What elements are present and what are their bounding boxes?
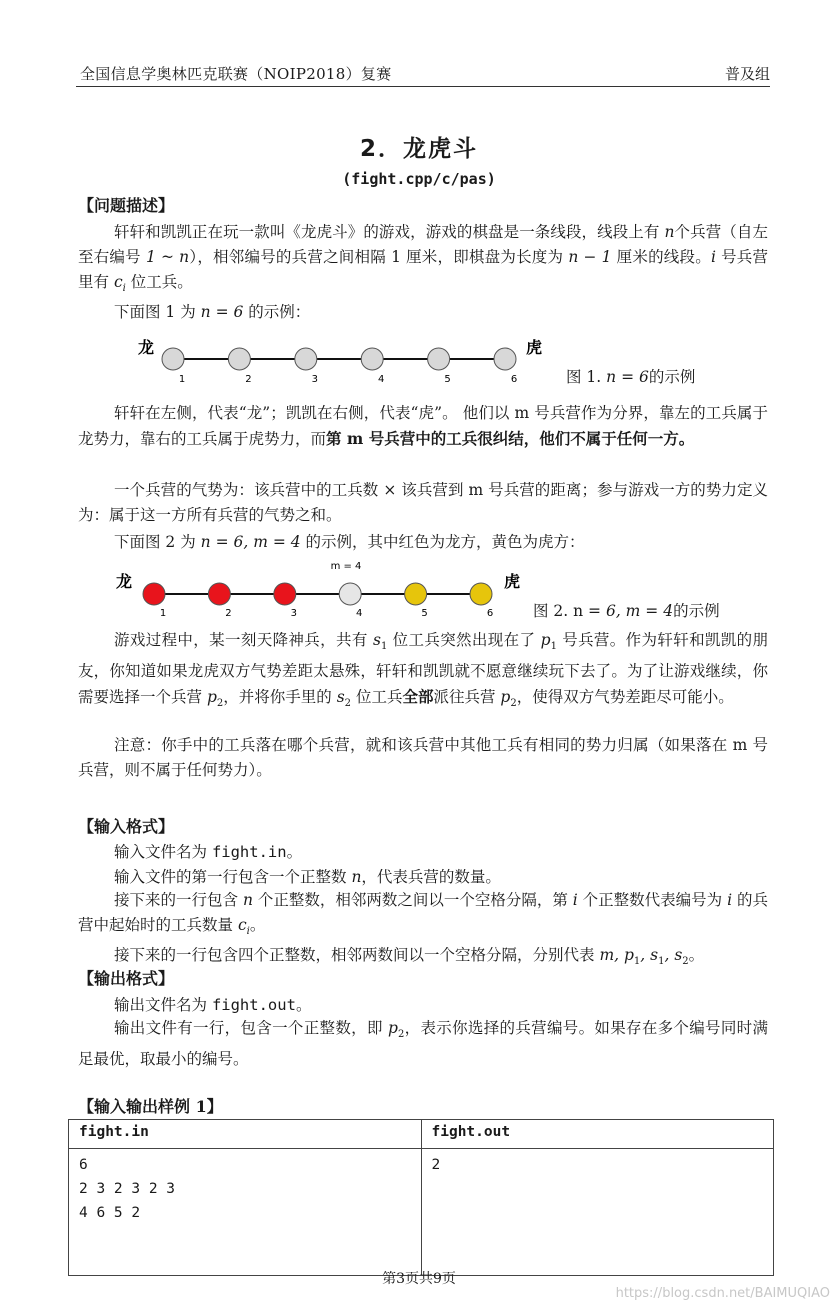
problem-paragraph-1: [78, 220, 768, 301]
problem-paragraph-6: [78, 628, 768, 716]
tiger-label: 虎: [526, 338, 543, 357]
camp-number: 5: [444, 374, 451, 385]
text: ，使得双方气势差距尽可能小。: [516, 688, 734, 707]
text: 接下来的一行包含: [114, 891, 243, 909]
text: 厘米的线段。: [611, 248, 711, 266]
camp-number: 5: [421, 608, 428, 619]
problem-description-heading: 【问题描述】: [78, 196, 175, 215]
text: 个正整数代表编号为: [577, 891, 728, 909]
output-line-2: [78, 1016, 768, 1072]
camp-node: [428, 348, 450, 370]
subscript: i: [122, 283, 126, 295]
subscript: 1: [550, 641, 557, 653]
output-line-1: [114, 993, 311, 1015]
camp-number: 3: [311, 374, 318, 385]
text: 下面图 1 为: [114, 303, 201, 321]
n-m-values: 6, m = 4: [605, 602, 674, 620]
var-c: c: [113, 273, 123, 291]
m-marker-label: m = 4: [330, 561, 362, 572]
subscript: 2: [216, 698, 224, 710]
vars: m, p: [599, 946, 634, 964]
text: 图 2. n =: [533, 602, 606, 620]
text: 。: [286, 843, 303, 861]
subscript: 2: [510, 698, 517, 710]
camp-node: [295, 348, 317, 370]
text: 的示例: [648, 368, 696, 386]
range: 1 ~ n: [146, 248, 190, 266]
problem-paragraph-4: 一个兵营的气势为：该兵营中的工兵数 × 该兵营到 m 号兵营的距离；参与游戏一方的势力定义为：属于这一方所有兵营的气势之和。: [78, 481, 768, 524]
camp-number: 6: [486, 608, 494, 619]
text: 输出文件有一行，包含一个正整数，即: [114, 1019, 389, 1037]
bold-all: 全部: [402, 687, 434, 707]
sample-table: [68, 1119, 774, 1276]
problem-paragraph-7: 注意：你手中的工兵落在哪个兵营，就和该兵营中其他工兵有相同的势力归属（如果落在 m 号兵营，则不属于任何势力）。: [78, 736, 768, 779]
camp-number: 1: [178, 374, 186, 385]
sample-heading: 【输入输出样例 1】: [78, 1097, 223, 1116]
camp-node: [405, 583, 427, 605]
var-p: p: [206, 688, 217, 707]
text: 下面图 2 为: [114, 533, 201, 551]
n-value: n = 6: [606, 368, 649, 386]
camp-number: 3: [290, 608, 297, 619]
camp-node: [361, 348, 383, 370]
figure-2-caption: [533, 599, 720, 621]
page-number: 第3页共9页: [382, 1271, 456, 1287]
input-line-1: [114, 840, 302, 862]
text: 输出文件名为: [114, 996, 212, 1014]
text: 位工兵: [351, 688, 403, 707]
var-s: s: [373, 631, 381, 649]
text: 输入文件的第一行包含一个正整数: [114, 868, 352, 886]
subscript: 2: [397, 1029, 405, 1041]
filename: fight.in: [211, 843, 287, 861]
var-n: n: [351, 868, 362, 886]
n-value: n = 6: [200, 303, 244, 321]
text: 的兵营中起始时的工兵数量: [78, 891, 769, 934]
problem-filenames: (fight.cpp/c/pas): [342, 170, 496, 188]
problem-paragraph-3: [78, 401, 768, 452]
subscript: 1: [380, 641, 388, 653]
camp-node: [274, 583, 296, 605]
bold-note: 第 m 号兵营中的工兵很纠结，他们不属于任何一方。: [326, 429, 695, 448]
camp-node: [339, 583, 361, 605]
text: 图 1.: [566, 368, 607, 386]
text: 号兵营里有: [78, 248, 768, 291]
text: 的示例: [673, 602, 720, 620]
var-p: p: [540, 631, 551, 649]
text: 位工兵突然出现在了: [387, 631, 541, 649]
text: 轩轩和凯凯正在玩一款叫《龙虎斗》的游戏，游戏的棋盘是一条线段，线段上有: [114, 223, 660, 241]
header-group: 普及组: [724, 65, 770, 83]
n-m-values: n = 6, m = 4: [200, 533, 301, 551]
text: 接下来的一行包含四个正整数，相邻两数间以一个空格分隔，分别代表: [114, 946, 600, 964]
dragon-label: 龙: [116, 572, 133, 591]
tiger-label: 虎: [504, 572, 521, 591]
subscript: 2: [682, 956, 689, 968]
problem-paragraph-5: [114, 530, 585, 552]
sample-output-header: fight.out: [421, 1120, 774, 1149]
camp-node: [470, 583, 492, 605]
text: 位工兵。: [125, 273, 193, 291]
var-n: n: [664, 223, 675, 241]
figure-2: [100, 556, 540, 620]
camp-node: [162, 348, 184, 370]
text: 。: [295, 996, 312, 1014]
text: 。: [249, 916, 266, 934]
sample-input-content: 6 2 3 2 3 2 3 4 6 5 2: [69, 1149, 422, 1276]
var-i: i: [572, 891, 578, 909]
text: 个兵营（自左至右编号: [78, 223, 768, 266]
problem-title: 2．龙虎斗: [359, 136, 478, 162]
text: 的示例，其中红色为龙方，黄色为虎方：: [300, 533, 585, 551]
input-line-4: [114, 943, 704, 967]
dragon-label: 龙: [138, 338, 155, 357]
camp-number: 2: [245, 374, 252, 385]
text: ，并将你手里的: [223, 688, 337, 707]
length: n − 1: [568, 248, 612, 266]
text: ，代表兵营的数量。: [361, 868, 501, 886]
var-n: n: [242, 891, 253, 909]
camp-node: [208, 583, 230, 605]
watermark: https://blog.csdn.net/BAIMUQIAO: [615, 1286, 830, 1301]
subscript: i: [246, 926, 250, 938]
output-format-heading: 【输出格式】: [78, 969, 175, 988]
text: ），相邻编号的兵营之间相隔 1 厘米，即棋盘为长度为: [189, 248, 564, 266]
text: 的示例：: [243, 303, 311, 321]
text: 轩轩在左侧，代表“龙”；凯凯在右侧，代表“虎”。 他们以 m 号兵营作为分界，靠左的工兵属于龙势力，靠右的工兵属于虎势力，而: [78, 404, 768, 448]
input-format-heading: 【输入格式】: [78, 817, 175, 836]
text: ，表示你选择的兵营编号。如果存在多个编号同时满足最优，取最小的编号。: [78, 1019, 768, 1069]
var-c: c: [237, 916, 247, 934]
filename: fight.out: [211, 996, 296, 1014]
subscript: 2: [344, 698, 352, 710]
camp-node: [228, 348, 250, 370]
sample-output-content: 2: [421, 1149, 774, 1276]
input-line-2: [114, 865, 501, 887]
camp-number: 4: [378, 374, 385, 385]
text: 。: [688, 946, 705, 964]
problem-paragraph-2: [114, 300, 310, 322]
subscript: 1: [633, 956, 641, 968]
var-s: s: [336, 688, 345, 707]
camp-node: [494, 348, 516, 370]
var-i: i: [727, 891, 733, 909]
var-p: p: [500, 688, 511, 707]
var-p: p: [388, 1019, 398, 1037]
text: 号兵营。作为轩轩和凯凯的朋友，你知道如果龙虎双方气势差距太悬殊，轩轩和凯凯就不愿意继续玩下去了。为了让游戏继续，你需要选择一个兵营: [78, 631, 768, 707]
text: 游戏过程中，某一刻天降神兵，共有: [114, 631, 373, 649]
camp-number: 1: [159, 608, 167, 619]
text: 输入文件名为: [114, 843, 212, 861]
vars: , s: [664, 946, 683, 964]
camp-number: 2: [225, 608, 232, 619]
var-i: i: [710, 248, 716, 266]
header-contest-title: 全国信息学奥林匹克联赛（NOIP2018）复赛: [80, 65, 392, 83]
input-line-3: [78, 888, 768, 944]
header-divider: [76, 86, 770, 87]
camp-node: [143, 583, 165, 605]
camp-number: 4: [356, 608, 363, 619]
vars: , s: [640, 946, 659, 964]
text: 个正整数，相邻两数之间以一个空格分隔，第: [252, 891, 573, 909]
camp-number: 6: [510, 374, 518, 385]
subscript: 1: [658, 956, 665, 968]
sample-input-header: fight.in: [69, 1120, 422, 1149]
text: 派往兵营: [433, 688, 501, 707]
figure-1-caption: [566, 365, 695, 387]
